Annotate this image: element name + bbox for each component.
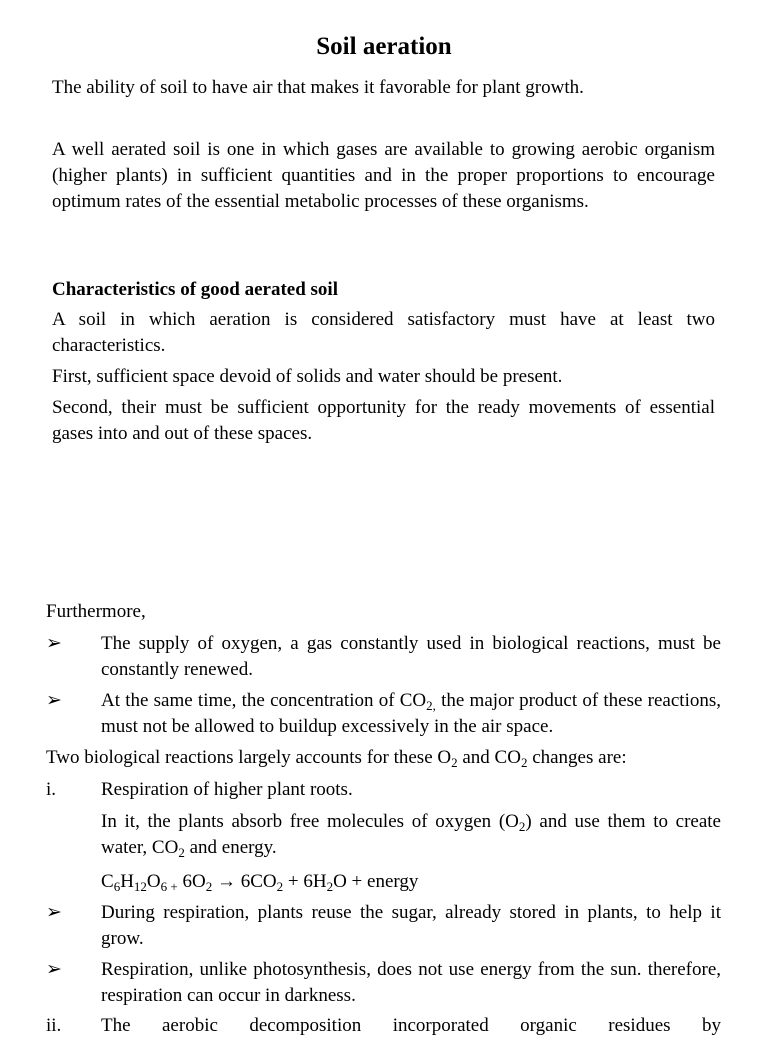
bullet-text: The supply of oxygen, a gas constantly used in biological reactions, must be constantly renewed. bbox=[101, 633, 721, 680]
item-title: Respiration of higher plant roots. bbox=[101, 779, 353, 800]
characteristics-intro: A soil in which aeration is considered satisfactory must have at least two characteristics. bbox=[52, 309, 715, 356]
first-characteristic: First, sufficient space devoid of solids and water should be present. bbox=[52, 366, 563, 387]
arrow-bullet-icon: ➢ bbox=[46, 633, 62, 654]
list-marker: i. bbox=[46, 779, 57, 800]
characteristics-heading: Characteristics of good aerated soil bbox=[52, 279, 338, 300]
bullet-text: During respiration, plants reuse the sugar, already stored in plants, to help it grow. bbox=[101, 902, 721, 949]
definition-paragraph: The ability of soil to have air that makes it favorable for plant growth. bbox=[52, 77, 584, 98]
document-page: Soil aeration The ability of soil to have air that makes it favorable for plant growth. A well aerated soil is one in which gases are available to growing aerobic organism (higher plants) in sufficient quantities and in the proper proportions to encourage optimum rates of the essential metabolic processes of these organisms. Characteristics of good aerated soil A soil in which aeration is considered satisfactory must have at least two characteristics. First, sufficient space devoid of solids and water should be present. Second, their must be sufficient opportunity for the ready movements of essential gases into and out of these spaces. Furthermore, ➢ The supply of oxygen, a gas constantly used in biological reactions, must be constantly renewed. ➢ At the same time, the concentration of $CO_{2,}$ the major product of these reactions, must not be allowed to buildup excessively in the air space. Two biological reactions largely accounts for these $O_2$ and $CO_2$ changes are: i. Respiration of higher plant roots. In it, the plants absorb free molecules of oxygen $(O_2)$ and use them to create water, $CO_2$ and energy. $C_6H_{12}O_{6 +}$ $6O_2 \to 6CO_2 + 6H_2O$ + energy ➢ During respiration, plants reuse the sugar, already stored in plants, to help it grow. ➢ Respiration, unlike photosynthesis, does not use energy from the sun. therefore, respiration can occur in darkness. ii. The aerobic decomposition incorporated organic residues by bbox=[0, 0, 768, 1024]
second-characteristic: Second, their must be sufficient opportunity for the ready movements of essential gases into and out of these spaces. bbox=[52, 397, 715, 444]
bullet-text: Respiration, unlike photosynthesis, does not use energy from the sun. therefore, respiration can occur in darkness. bbox=[101, 959, 721, 1006]
bullet-text: At the same time, the concentration of $CO_{2,}$ the major product of these reactions, must not be allowed to buildup excessively in the air space. bbox=[101, 690, 721, 737]
furthermore-text: Furthermore, bbox=[46, 601, 146, 622]
arrow-bullet-icon: ➢ bbox=[46, 902, 62, 923]
page-title: Soil aeration bbox=[316, 33, 452, 60]
two-reactions-text: Two biological reactions largely accounts for these $O_2$ and $CO_2$ changes are: bbox=[46, 747, 627, 770]
well-aerated-paragraph: A well aerated soil is one in which gases are available to growing aerobic organism (higher plants) in sufficient quantities and in the proper proportions to encourage optimum rates of the essential metabolic processes of these organisms. bbox=[52, 139, 715, 212]
list-marker: ii. bbox=[46, 1015, 62, 1036]
item-text: The aerobic decomposition incorporated organic residues by bbox=[101, 1015, 721, 1036]
arrow-bullet-icon: ➢ bbox=[46, 690, 62, 711]
arrow-bullet-icon: ➢ bbox=[46, 959, 62, 980]
